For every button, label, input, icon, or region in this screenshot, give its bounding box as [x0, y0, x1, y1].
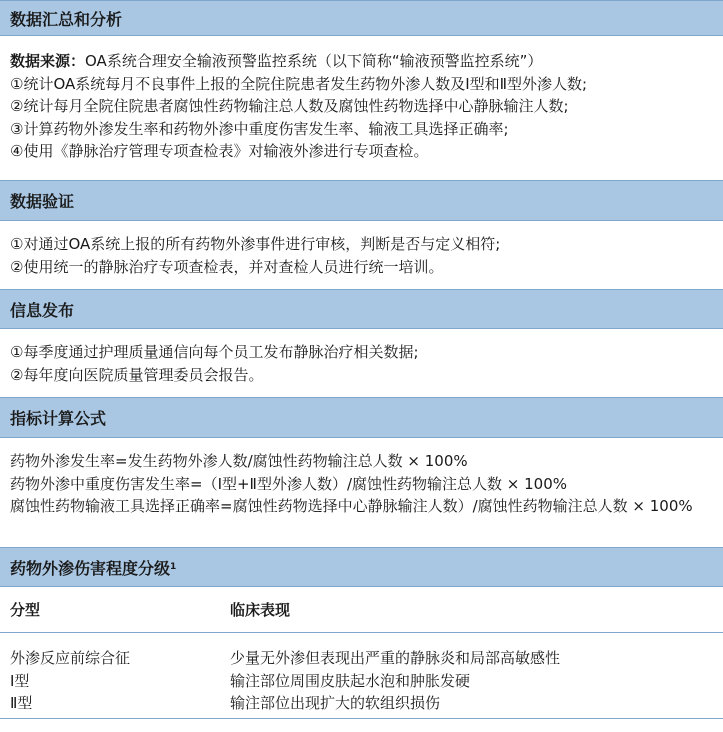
grading-type-cell: 外渗反应前综合征 [10, 649, 131, 667]
grading-table-body [0, 633, 723, 719]
section-title-grading: 药物外渗伤害程度分级 [10, 558, 171, 578]
validation-item-2: ②使用统一的静脉治疗专项查检表，并对查检人员进行统一培训。 [10, 257, 444, 276]
section-header-formula [0, 397, 723, 438]
table-row [0, 647, 723, 670]
grading-type-cell: Ⅱ型 [10, 694, 33, 712]
section-header-validation [0, 180, 723, 221]
formula-item-3: 腐蚀性药物输液工具选择正确率=腐蚀性药物选择中心静脉输注人数）/腐蚀性药物输注总人数 × 100% [10, 497, 693, 515]
section-title-validation: 数据验证 [10, 192, 75, 211]
section-body-publish [0, 329, 723, 397]
section-header-grading [0, 547, 723, 587]
validation-item-1: ①对通过OA系统上报的所有药物外渗事件进行审核，判断是否与定义相符; [10, 235, 501, 253]
table-row [0, 692, 723, 715]
section-body-summary [0, 36, 723, 180]
section-body-validation [0, 221, 723, 289]
section-title-publish: 信息发布 [10, 300, 75, 320]
table-row [0, 670, 723, 693]
section-title-summary: 数据汇总和分析 [10, 9, 123, 29]
section-title-formula: 指标计算公式 [10, 409, 107, 428]
summary-item-2: ②统计每月全院住院患者腐蚀性药物输注总人数及腐蚀性药物选择中心静脉输注人数; [10, 97, 569, 115]
grading-col-type: 分型 [10, 601, 41, 619]
summary-item-1: ①统计OA系统每月不良事件上报的全院住院患者发生药物外渗人数及Ⅰ型和Ⅱ型外渗人数; [10, 74, 588, 93]
publish-item-2: ②每年度向医院质量管理委员会报告。 [10, 365, 264, 384]
formula-item-1: 药物外渗发生率=发生药物外渗人数/腐蚀性药物输注总人数 × 100% [10, 452, 468, 470]
grading-desc-cell: 输注部位周围皮肤起水泡和肿胀发硬 [230, 671, 471, 690]
section-header-publish [0, 289, 723, 329]
grading-desc-cell: 少量无外渗但表现出严重的静脉炎和局部高敏感性 [230, 649, 561, 667]
summary-item-4: ④使用《静脉治疗管理专项查检表》对输液外渗进行专项查检。 [10, 142, 429, 160]
data-source-label: 数据来源： [10, 52, 86, 70]
data-source-line [10, 50, 717, 73]
footnote-marker: 1 [170, 562, 177, 572]
data-source-text: OA系统合理安全输液预警监控系统（以下简称“输液预警监控系统”） [85, 52, 543, 70]
section-body-formula [0, 438, 723, 547]
summary-item-3: ③计算药物外渗发生率和药物外渗中重度伤害发生率、输液工具选择正确率; [10, 119, 509, 138]
section-header-summary [0, 0, 723, 36]
grading-table-header [0, 587, 723, 633]
grading-type-cell: Ⅰ型 [10, 671, 30, 690]
publish-item-1: ①每季度通过护理质量通信向每个员工发布静脉治疗相关数据; [10, 343, 419, 361]
formula-item-2: 药物外渗中重度伤害发生率=（Ⅰ型+Ⅱ型外渗人数）/腐蚀性药物输注总人数 × 100% [10, 474, 567, 493]
grading-desc-cell: 输注部位出现扩大的软组织损伤 [230, 694, 441, 712]
grading-col-clinical: 临床表现 [230, 601, 291, 619]
